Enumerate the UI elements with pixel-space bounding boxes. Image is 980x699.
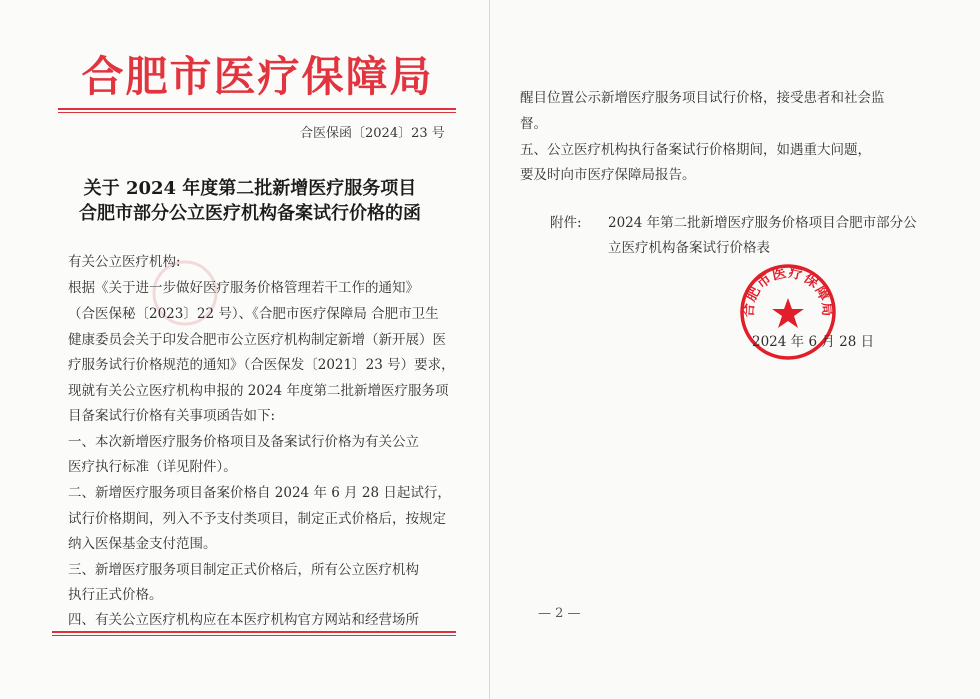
right-page — [490, 0, 980, 699]
page-number: — 2 — — [538, 606, 581, 621]
body-line: （合医保秘〔2023〕22 号）、《合肥市医疗保障局 合肥市卫生 — [68, 306, 439, 322]
attachment-title-line2: 立医疗机构备案试行价格表 — [608, 240, 770, 256]
header-red-rule — [58, 108, 456, 110]
body-line: 执行正式价格。 — [68, 587, 163, 603]
header-red-rule-thin — [58, 112, 456, 113]
body-line: 疗服务试行价格规范的通知》（合医保发〔2021〕23 号）要求， — [68, 357, 455, 373]
body-line: 二、新增医疗服务项目备案价格自 2024 年 6 月 28 日起试行， — [68, 485, 451, 501]
body-line: 根据《关于进一步做好医疗服务价格管理若干工作的通知》 — [68, 280, 419, 296]
body-line: 四、有关公立医疗机构应在本医疗机构官方网站和经营场所 — [68, 612, 419, 628]
footer-red-rule — [52, 631, 456, 633]
doc-number: 合医保函〔2024〕23 号 — [300, 126, 445, 141]
body-line: 医疗执行标准（详见附件）。 — [68, 459, 237, 475]
body-line: 要及时向市医疗保障局报告。 — [520, 167, 696, 183]
body-line: 现就有关公立医疗机构申报的 2024 年度第二批新增医疗服务项 — [68, 383, 449, 399]
body-line: 五、公立医疗机构执行备案试行价格期间，如遇重大问题， — [520, 142, 871, 158]
agency-header: 合肥市医疗保障局 — [81, 52, 434, 101]
footer-red-rule-thin — [52, 635, 456, 636]
body-line: 督。 — [520, 116, 547, 132]
attachment-title-line1: 2024 年第二批新增医疗服务价格项目合肥市部分公 — [608, 215, 917, 231]
body-line: 纳入医保基金支付范围。 — [68, 536, 217, 552]
body-line: 三、新增医疗服务项目制定正式价格后，所有公立医疗机构 — [68, 562, 419, 578]
doc-title-line1: 关于 2024 年度第二批新增医疗服务项目 — [83, 178, 417, 199]
body-line: 一、本次新增医疗服务价格项目及备案试行价格为有关公立 — [68, 434, 419, 450]
body-line: 健康委员会关于印发合肥市公立医疗机构制定新增（新开展）医 — [68, 332, 446, 348]
attachment-label: 附件: — [550, 215, 582, 231]
body-line: 试行价格期间，列入不予支付类项目，制定正式价格后，按规定 — [68, 511, 446, 527]
issue-date: 2024 年 6 月 28 日 — [752, 334, 875, 350]
body-line: 有关公立医疗机构: — [68, 254, 181, 270]
doc-title-line2: 合肥市部分公立医疗机构备案试行价格的函 — [79, 203, 421, 224]
body-line: 目备案试行价格有关事项函告如下: — [68, 408, 276, 424]
body-line: 醒目位置公示新增医疗服务项目试行价格，接受患者和社会监 — [520, 90, 885, 106]
seal-text: 合肥市医疗保障局 — [740, 264, 836, 318]
